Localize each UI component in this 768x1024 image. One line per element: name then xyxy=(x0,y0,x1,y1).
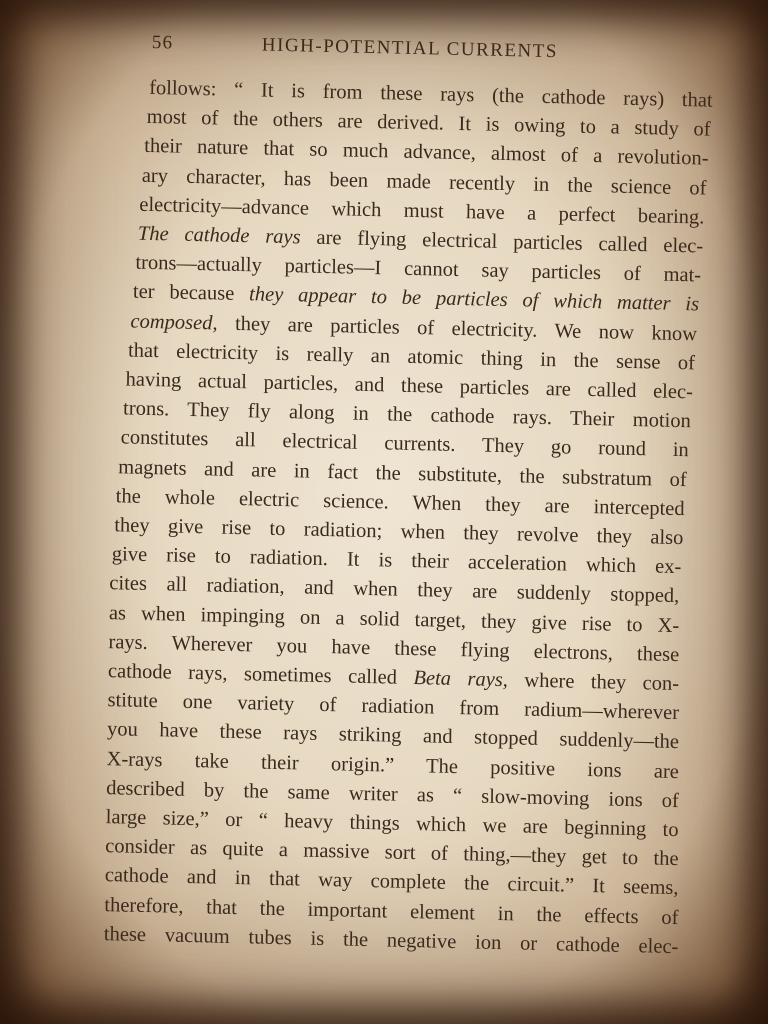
text-line: as when impinging on a solid target, they give rise to X- xyxy=(108,601,680,637)
text-line: electricity—advance which must have a perfect bearing. xyxy=(139,193,705,229)
text-line: The cathode rays are flying electrical particles called elec- xyxy=(137,222,704,258)
text-line: most of the others are derived. It is owing to a study of xyxy=(146,106,711,141)
text-line: follows: “ It is from these rays (the cathode rays) that xyxy=(149,76,713,112)
running-title: HIGH-POTENTIAL CURRENTS xyxy=(261,34,559,63)
running-head xyxy=(118,31,718,81)
text-line: composed, they are particles of electricity. We now know xyxy=(130,310,698,346)
text-line: they give rise to radiation; when they revolve they also xyxy=(114,514,684,550)
text-line: rays. Wherever you have these flying electrons, these xyxy=(108,630,680,666)
text-line: large size,” or “ heavy things which we are beginning to xyxy=(105,806,679,842)
text-line: ary character, has been made recently in the science of xyxy=(141,164,707,200)
text-line: give rise to radiation. It is their acceleration which ex- xyxy=(111,543,682,579)
text-line: you have these rays striking and stopped suddenly—the xyxy=(106,718,680,754)
text-line: X-rays take their origin.” The positive ions are xyxy=(106,747,680,783)
text-line: therefore, that the important element in the effects of xyxy=(104,893,679,929)
text-line: described by the same writer as “ slow-moving ions of xyxy=(106,776,680,812)
text-line: having actual particles, and these particles are called elec- xyxy=(125,368,694,404)
text-line: ter because they appear to be particles of which matter is xyxy=(132,281,700,316)
text-line: cathode rays, sometimes called Beta rays, where they con- xyxy=(107,660,680,696)
page-number: 56 xyxy=(151,31,174,54)
text-line: cathode and in that way complete the circuit.” It seems, xyxy=(104,864,679,900)
text-line: trons. They fly along in the cathode rays. Their motion xyxy=(122,397,691,433)
text-line: consider as quite a massive sort of thing,—they get to the xyxy=(105,835,679,871)
text-line: constitutes all electrical currents. They go round in xyxy=(120,426,689,462)
text-line: that electricity is really an atomic thing in the sense of xyxy=(127,339,696,375)
text-line: trons—actually particles—I cannot say particles of mat- xyxy=(135,251,702,287)
text-line: stitute one variety of radiation from radium—wherever xyxy=(107,689,680,725)
body-text xyxy=(104,73,718,963)
text-line: their nature that so much advance, almost of a revolution- xyxy=(144,135,709,171)
text-line: cites all radiation, and when they are suddenly stopped, xyxy=(109,572,680,608)
text-line: magnets and are in fact the substitute, the substratum of xyxy=(118,455,687,491)
text-line: these vacuum tubes is the negative ion or cathode elec- xyxy=(103,922,679,959)
book-page xyxy=(104,31,718,963)
text-line: the whole electric science. When they are intercepted xyxy=(115,485,685,521)
